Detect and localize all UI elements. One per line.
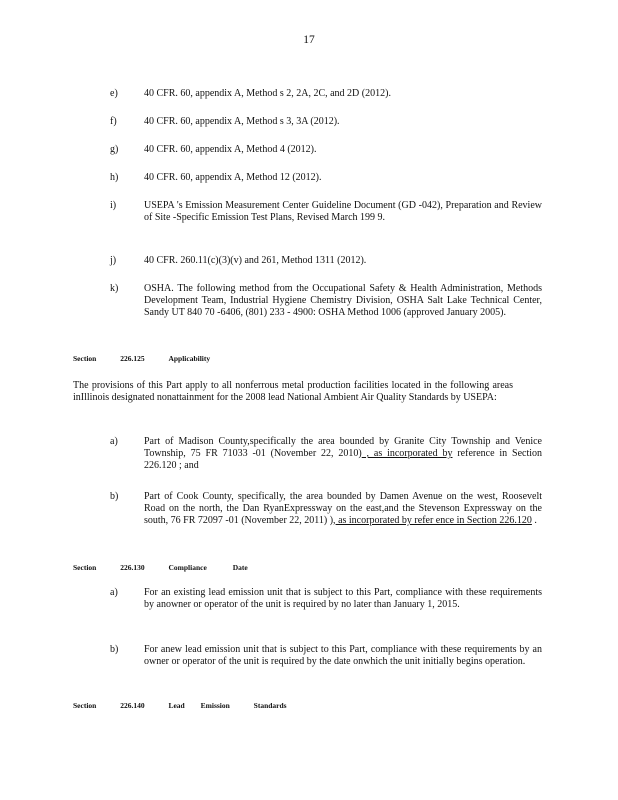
applicability-paragraph: The provisions of this Part apply to all nonferrous metal production facilities located in the following areas inIllinois designated nonattainment for the 2008 lead National Ambient Air Quality Standards by USEPA:: [73, 380, 513, 403]
list-item-label: j): [110, 255, 117, 266]
section-number: 226.140: [120, 701, 145, 710]
area-b-text: Part of Cook County, specifically, the area bounded by Damen Avenue on the west, Roosevelt Road on the north, the Dan RyanExpressway on the east,and the Stevenson Expressway on the south, 76 FR 72097 -01 (November 22, 2011) ),: [144, 491, 542, 526]
list-item-text: [144, 491, 542, 527]
section-heading-226-140: [73, 701, 287, 710]
list-item-text: 40 CFR. 60, appendix A, Method s 2, 2A, 2C, and 2D (2012).: [144, 88, 391, 99]
area-a-text: Part of Madison County,specifically the area bounded by Granite City Township and Venice Township, 75 FR 71033 -01 (November 22, 2010): [144, 436, 542, 459]
section-heading-226-130: [73, 563, 248, 572]
list-item-text: For an existing lead emission unit that is subject to this Part, compliance with these requirements by anowner or operator of the unit is required by no later than January 1, 2015.: [144, 587, 542, 610]
list-item-label: h): [110, 172, 119, 183]
section-number: 226.130: [120, 563, 145, 572]
list-item-label: f): [110, 116, 117, 127]
list-item-text: OSHA. The following method from the Occupational Safety & Health Administration, Methods Development Team, Industrial Hygiene Chemistry Division, OSHA Salt Lake Technical Center, Sandy UT 840 70 -6406, (801) 233 - 4900: OSHA Method 1006 (approved January 2005).: [144, 283, 542, 318]
list-item-label: i): [110, 200, 117, 211]
page-number: 17: [303, 34, 315, 46]
list-item-label: g): [110, 144, 119, 155]
list-item-text: 40 CFR. 60, appendix A, Method 12 (2012).: [144, 172, 322, 183]
section-title-3: Standards: [253, 701, 287, 710]
section-title-2: Date: [232, 563, 248, 572]
section-title-2: Emission: [200, 701, 230, 710]
section-label: Section: [73, 701, 97, 710]
section-title: Compliance: [168, 563, 207, 572]
list-item-label: b): [110, 491, 119, 502]
list-item-label: a): [110, 587, 118, 598]
section-label: Section: [73, 354, 97, 363]
list-item-text: 40 CFR. 60, appendix A, Method s 3, 3A (2012).: [144, 116, 340, 127]
list-item-text: For anew lead emission unit that is subject to this Part, compliance with these requirements by an owner or operator of the unit is required by the date onwhich the unit initially begins operation.: [144, 644, 542, 667]
area-b-text-end: .: [531, 515, 537, 526]
section-number: 226.125: [120, 354, 145, 363]
list-item-label: a): [110, 436, 118, 447]
section-title: Lead: [168, 701, 185, 710]
list-item-text: 40 CFR. 60, appendix A, Method 4 (2012).: [144, 144, 317, 155]
list-item-text: [144, 436, 542, 472]
list-item-label: b): [110, 644, 119, 655]
area-a-inserted-text: , as incorporated by: [361, 448, 453, 459]
section-title: Applicability: [168, 354, 211, 363]
list-item-label: k): [110, 283, 119, 294]
list-item-text: 40 CFR. 260.11(c)(3)(v) and 261, Method 1311 (2012).: [144, 255, 367, 266]
section-label: Section: [73, 563, 97, 572]
area-a-text-end: reference in Section 226.120 ; and: [144, 448, 543, 471]
list-item-label: e): [110, 88, 118, 99]
list-item-text: USEPA 's Emission Measurement Center Guideline Document (GD -042), Preparation and Review of Site -Specific Emission Test Plans, Revised March 199 9.: [144, 200, 542, 223]
area-b-inserted-text: as incorporated by refer ence in Section 226.120: [335, 515, 532, 526]
section-heading-226-125: [73, 354, 210, 363]
